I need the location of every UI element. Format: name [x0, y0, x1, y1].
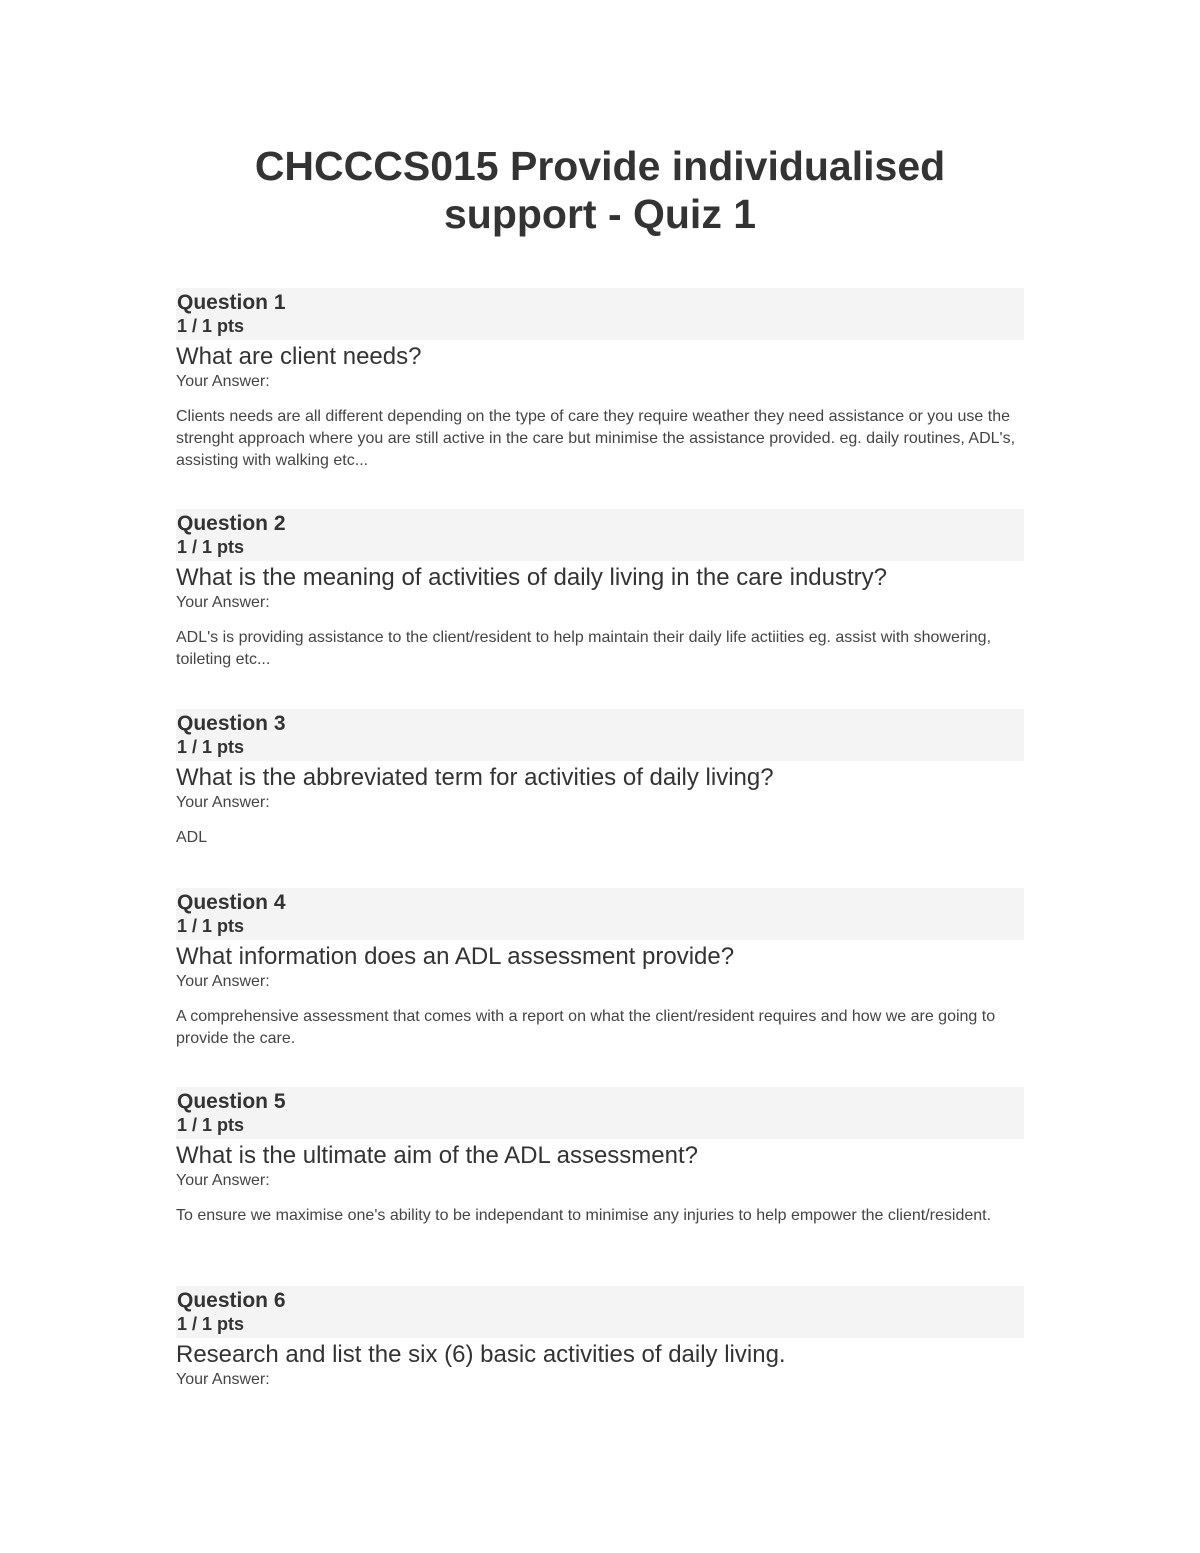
question-text: What is the abbreviated term for activities of daily living?: [176, 764, 774, 791]
question-number: Question 1: [177, 291, 286, 314]
question-points: 1 / 1 pts: [177, 737, 245, 757]
question-header: [176, 509, 1024, 561]
question-text: Research and list the six (6) basic activities of daily living.: [176, 1341, 786, 1368]
question-header: [176, 888, 1024, 940]
question-4: [176, 888, 1024, 1087]
quiz-page: [176, 0, 1024, 1406]
question-text: What is the ultimate aim of the ADL assessment?: [176, 1142, 699, 1169]
answer-text: ADL: [176, 829, 208, 846]
question-text: What is the meaning of activities of daily living in the care industry?: [176, 564, 888, 591]
question-list: [176, 288, 1024, 1406]
question-points: 1 / 1 pts: [177, 537, 245, 557]
answer-label: Your Answer:: [176, 973, 270, 990]
question-header: [176, 288, 1024, 340]
answer-label: Your Answer:: [176, 1371, 270, 1388]
question-points: 1 / 1 pts: [177, 1314, 245, 1334]
answer-label: Your Answer:: [176, 794, 270, 811]
title-line-1: CHCCCS015 Provide individualised: [254, 143, 946, 189]
answer-label: Your Answer:: [176, 1172, 270, 1189]
question-number: Question 6: [177, 1289, 286, 1312]
title-line-2: support - Quiz 1: [443, 191, 757, 237]
question-3: [176, 709, 1024, 888]
question-1: [176, 288, 1024, 509]
question-number: Question 4: [177, 891, 286, 914]
answer-text: [176, 1404, 1024, 1426]
question-header: [176, 1286, 1024, 1338]
question-number: Question 2: [177, 512, 286, 535]
page-title: [176, 142, 1024, 238]
question-points: 1 / 1 pts: [177, 1115, 245, 1135]
question-2: [176, 509, 1024, 709]
question-header: [176, 709, 1024, 761]
question-points: 1 / 1 pts: [177, 916, 245, 936]
question-number: Question 5: [177, 1090, 286, 1113]
question-text: What are client needs?: [176, 343, 422, 370]
question-6: [176, 1286, 1024, 1406]
question-number: Question 3: [177, 712, 286, 735]
answer-label: Your Answer:: [176, 373, 270, 390]
question-text: What information does an ADL assessment provide?: [176, 943, 735, 970]
answer-text: ADL's is providing assistance to the client/resident to help maintain their daily life actiities eg. assist with showering, toileting etc...: [176, 629, 992, 668]
question-points: 1 / 1 pts: [177, 316, 245, 336]
answer-text: A comprehensive assessment that comes with a report on what the client/resident requires and how we are going to provide the care.: [176, 1008, 996, 1047]
answer-label: Your Answer:: [176, 594, 270, 611]
question-header: [176, 1087, 1024, 1139]
answer-text: To ensure we maximise one's ability to be independant to minimise any injuries to help empower the client/resident.: [176, 1207, 992, 1224]
question-5: [176, 1087, 1024, 1286]
answer-text: Clients needs are all different depending on the type of care they require weather they need assistance or you use the strenght approach where you are still active in the care but minimise the assistance provided. eg. daily routines, ADL's, assisting with walking etc...: [176, 408, 1016, 469]
